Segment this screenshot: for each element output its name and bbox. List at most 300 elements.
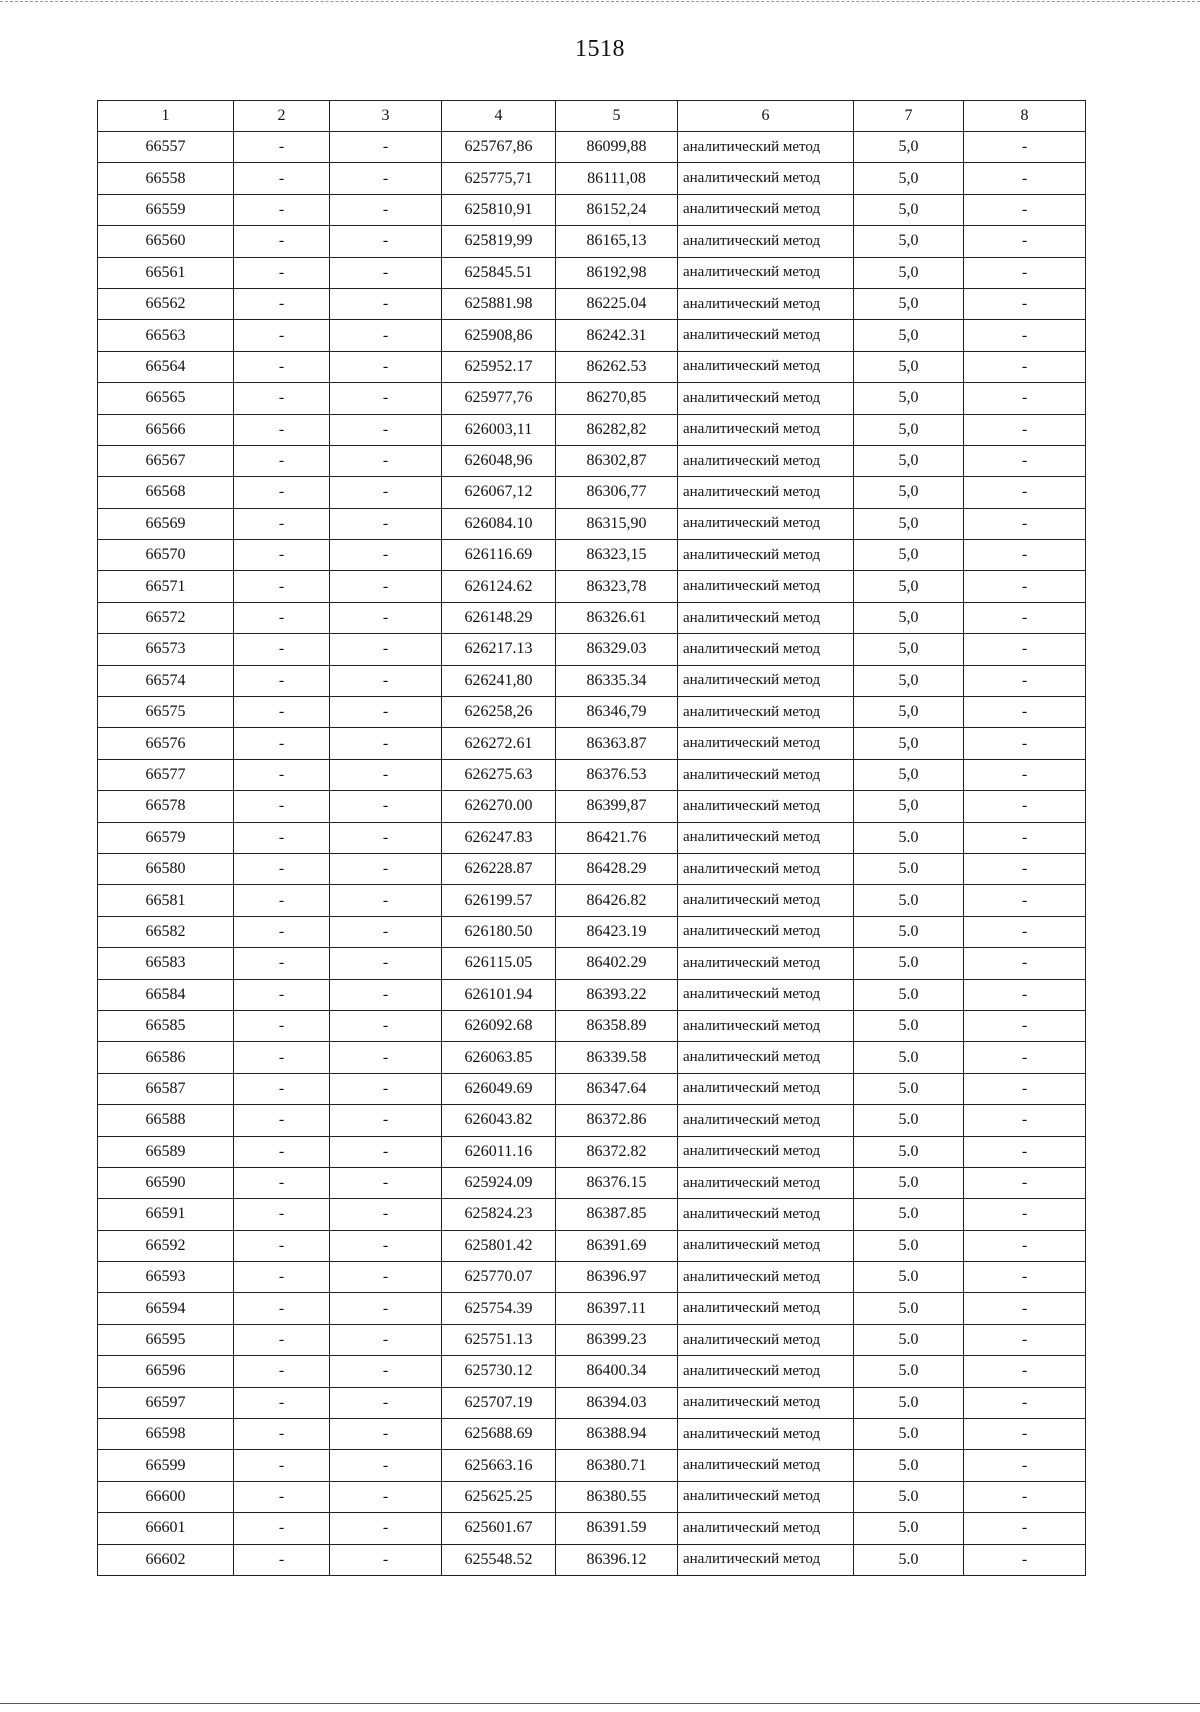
table-cell-col-2-value: - bbox=[234, 1450, 330, 1481]
table-row bbox=[98, 634, 1086, 665]
table-cell-coord-y: 86270,85 bbox=[556, 383, 678, 414]
table-cell-accuracy: 5.0 bbox=[854, 1230, 964, 1261]
table-cell-col-3-value: - bbox=[330, 1262, 442, 1293]
table-cell-method: аналитический метод bbox=[678, 665, 854, 696]
table-cell-accuracy: 5,0 bbox=[854, 226, 964, 257]
table-cell-point-number: 66563 bbox=[98, 320, 234, 351]
table-cell-coord-y: 86329.03 bbox=[556, 634, 678, 665]
table-cell-col-2-value: - bbox=[234, 1136, 330, 1167]
table-cell-col-2-value: - bbox=[234, 1481, 330, 1512]
table-cell-col-3-value: - bbox=[330, 1356, 442, 1387]
table-cell-coord-x: 626115.05 bbox=[442, 948, 556, 979]
table-cell-col-3-value: - bbox=[330, 1042, 442, 1073]
table-cell-coord-y: 86428.29 bbox=[556, 853, 678, 884]
table-row bbox=[98, 697, 1086, 728]
table-cell-col-3-value: - bbox=[330, 508, 442, 539]
table-cell-accuracy: 5,0 bbox=[854, 163, 964, 194]
table-cell-col-8-value: - bbox=[964, 571, 1086, 602]
table-cell-col-8-value: - bbox=[964, 1324, 1086, 1355]
table-cell-coord-y: 86421.76 bbox=[556, 822, 678, 853]
table-cell-coord-y: 86111,08 bbox=[556, 163, 678, 194]
table-cell-coord-y: 86192,98 bbox=[556, 257, 678, 288]
table-cell-accuracy: 5,0 bbox=[854, 132, 964, 163]
table-cell-col-3-value: - bbox=[330, 634, 442, 665]
table-cell-coord-x: 626067,12 bbox=[442, 477, 556, 508]
table-cell-col-3-value: - bbox=[330, 351, 442, 382]
table-cell-accuracy: 5,0 bbox=[854, 445, 964, 476]
table-cell-accuracy: 5.0 bbox=[854, 853, 964, 884]
table-cell-col-8-value: - bbox=[964, 132, 1086, 163]
table-row bbox=[98, 1481, 1086, 1512]
table-cell-point-number: 66598 bbox=[98, 1419, 234, 1450]
table-cell-col-8-value: - bbox=[964, 1293, 1086, 1324]
table-cell-accuracy: 5,0 bbox=[854, 194, 964, 225]
table-row bbox=[98, 1167, 1086, 1198]
table-cell-coord-x: 626180.50 bbox=[442, 916, 556, 947]
table-cell-coord-y: 86391.59 bbox=[556, 1513, 678, 1544]
table-cell-col-8-value: - bbox=[964, 477, 1086, 508]
table-cell-coord-x: 625754.39 bbox=[442, 1293, 556, 1324]
table-cell-col-8-value: - bbox=[964, 979, 1086, 1010]
table-cell-coord-x: 625625.25 bbox=[442, 1481, 556, 1512]
table-cell-accuracy: 5.0 bbox=[854, 1042, 964, 1073]
column-header: 5 bbox=[556, 101, 678, 132]
table-cell-col-8-value: - bbox=[964, 602, 1086, 633]
table-row bbox=[98, 1293, 1086, 1324]
table-cell-col-2-value: - bbox=[234, 728, 330, 759]
table-cell-col-8-value: - bbox=[964, 540, 1086, 571]
table-cell-coord-y: 86394.03 bbox=[556, 1387, 678, 1418]
table-cell-accuracy: 5,0 bbox=[854, 383, 964, 414]
table-cell-coord-x: 626258,26 bbox=[442, 697, 556, 728]
table-cell-method: аналитический метод bbox=[678, 885, 854, 916]
table-cell-coord-x: 626011.16 bbox=[442, 1136, 556, 1167]
table-cell-accuracy: 5,0 bbox=[854, 288, 964, 319]
table-cell-coord-y: 86339.58 bbox=[556, 1042, 678, 1073]
table-cell-coord-y: 86399.23 bbox=[556, 1324, 678, 1355]
table-cell-col-2-value: - bbox=[234, 916, 330, 947]
column-header: 6 bbox=[678, 101, 854, 132]
table-cell-coord-y: 86376.53 bbox=[556, 759, 678, 790]
table-cell-coord-y: 86099,88 bbox=[556, 132, 678, 163]
table-row bbox=[98, 445, 1086, 476]
table-cell-method: аналитический метод bbox=[678, 508, 854, 539]
table-row bbox=[98, 163, 1086, 194]
table-cell-point-number: 66570 bbox=[98, 540, 234, 571]
table-cell-col-8-value: - bbox=[964, 1167, 1086, 1198]
table-row bbox=[98, 822, 1086, 853]
table-cell-coord-y: 86346,79 bbox=[556, 697, 678, 728]
table-cell-coord-y: 86388.94 bbox=[556, 1419, 678, 1450]
table-cell-coord-y: 86363.87 bbox=[556, 728, 678, 759]
table-cell-col-8-value: - bbox=[964, 257, 1086, 288]
table-cell-point-number: 66584 bbox=[98, 979, 234, 1010]
table-cell-col-3-value: - bbox=[330, 1105, 442, 1136]
table-cell-coord-y: 86372.86 bbox=[556, 1105, 678, 1136]
table-cell-method: аналитический метод bbox=[678, 1073, 854, 1104]
top-scan-edge bbox=[0, 1, 1200, 2]
table-cell-method: аналитический метод bbox=[678, 1105, 854, 1136]
table-cell-col-2-value: - bbox=[234, 1010, 330, 1041]
table-cell-method: аналитический метод bbox=[678, 288, 854, 319]
table-cell-method: аналитический метод bbox=[678, 445, 854, 476]
table-header-row bbox=[98, 101, 1086, 132]
table-cell-col-8-value: - bbox=[964, 445, 1086, 476]
table-cell-col-2-value: - bbox=[234, 1199, 330, 1230]
table-cell-col-3-value: - bbox=[330, 697, 442, 728]
table-cell-col-2-value: - bbox=[234, 1073, 330, 1104]
table-cell-col-2-value: - bbox=[234, 320, 330, 351]
table-cell-col-3-value: - bbox=[330, 1199, 442, 1230]
table-cell-coord-x: 625924.09 bbox=[442, 1167, 556, 1198]
table-cell-accuracy: 5.0 bbox=[854, 1010, 964, 1041]
table-cell-col-2-value: - bbox=[234, 1544, 330, 1575]
table-cell-method: аналитический метод bbox=[678, 163, 854, 194]
table-cell-accuracy: 5.0 bbox=[854, 1262, 964, 1293]
table-cell-col-8-value: - bbox=[964, 634, 1086, 665]
table-cell-col-8-value: - bbox=[964, 916, 1086, 947]
table-row bbox=[98, 728, 1086, 759]
table-row bbox=[98, 665, 1086, 696]
table-cell-col-8-value: - bbox=[964, 1230, 1086, 1261]
table-cell-coord-x: 626247.83 bbox=[442, 822, 556, 853]
table-cell-col-8-value: - bbox=[964, 226, 1086, 257]
table-cell-point-number: 66582 bbox=[98, 916, 234, 947]
table-cell-point-number: 66577 bbox=[98, 759, 234, 790]
table-cell-coord-y: 86426.82 bbox=[556, 885, 678, 916]
table-cell-point-number: 66560 bbox=[98, 226, 234, 257]
table-cell-col-2-value: - bbox=[234, 885, 330, 916]
table-cell-accuracy: 5.0 bbox=[854, 1450, 964, 1481]
table-cell-accuracy: 5.0 bbox=[854, 1419, 964, 1450]
table-row bbox=[98, 853, 1086, 884]
table-cell-point-number: 66597 bbox=[98, 1387, 234, 1418]
table-cell-coord-x: 626048,96 bbox=[442, 445, 556, 476]
table-cell-col-2-value: - bbox=[234, 759, 330, 790]
table-cell-method: аналитический метод bbox=[678, 979, 854, 1010]
table-row bbox=[98, 383, 1086, 414]
table-cell-col-2-value: - bbox=[234, 540, 330, 571]
table-cell-method: аналитический метод bbox=[678, 383, 854, 414]
table-cell-point-number: 66578 bbox=[98, 791, 234, 822]
table-cell-col-8-value: - bbox=[964, 822, 1086, 853]
table-cell-col-3-value: - bbox=[330, 132, 442, 163]
column-header: 3 bbox=[330, 101, 442, 132]
table-cell-method: аналитический метод bbox=[678, 728, 854, 759]
table-cell-method: аналитический метод bbox=[678, 571, 854, 602]
table-cell-col-8-value: - bbox=[964, 383, 1086, 414]
table-cell-point-number: 66572 bbox=[98, 602, 234, 633]
column-header: 2 bbox=[234, 101, 330, 132]
table-cell-accuracy: 5,0 bbox=[854, 759, 964, 790]
table-cell-col-3-value: - bbox=[330, 414, 442, 445]
table-cell-col-2-value: - bbox=[234, 979, 330, 1010]
table-row bbox=[98, 226, 1086, 257]
table-cell-col-8-value: - bbox=[964, 1419, 1086, 1450]
table-cell-col-3-value: - bbox=[330, 948, 442, 979]
table-cell-method: аналитический метод bbox=[678, 194, 854, 225]
table-cell-accuracy: 5.0 bbox=[854, 1324, 964, 1355]
table-cell-method: аналитический метод bbox=[678, 477, 854, 508]
table-cell-coord-y: 86396.97 bbox=[556, 1262, 678, 1293]
table-row bbox=[98, 1230, 1086, 1261]
table-cell-col-8-value: - bbox=[964, 1199, 1086, 1230]
table-cell-coord-y: 86302,87 bbox=[556, 445, 678, 476]
table-cell-col-3-value: - bbox=[330, 853, 442, 884]
table-cell-accuracy: 5,0 bbox=[854, 665, 964, 696]
table-cell-method: аналитический метод bbox=[678, 602, 854, 633]
table-cell-accuracy: 5,0 bbox=[854, 477, 964, 508]
table-cell-point-number: 66559 bbox=[98, 194, 234, 225]
table-cell-col-2-value: - bbox=[234, 602, 330, 633]
table-cell-col-2-value: - bbox=[234, 383, 330, 414]
table-cell-col-3-value: - bbox=[330, 1544, 442, 1575]
table-cell-col-3-value: - bbox=[330, 602, 442, 633]
table-row bbox=[98, 916, 1086, 947]
table-cell-col-3-value: - bbox=[330, 1010, 442, 1041]
table-cell-col-3-value: - bbox=[330, 1387, 442, 1418]
table-cell-coord-x: 625824.23 bbox=[442, 1199, 556, 1230]
table-cell-col-3-value: - bbox=[330, 571, 442, 602]
table-cell-point-number: 66580 bbox=[98, 853, 234, 884]
table-cell-coord-y: 86387.85 bbox=[556, 1199, 678, 1230]
table-cell-coord-x: 626092.68 bbox=[442, 1010, 556, 1041]
table-cell-accuracy: 5,0 bbox=[854, 571, 964, 602]
table-cell-coord-x: 625810,91 bbox=[442, 194, 556, 225]
table-cell-coord-y: 86335.34 bbox=[556, 665, 678, 696]
table-row bbox=[98, 477, 1086, 508]
table-row bbox=[98, 1262, 1086, 1293]
table-cell-point-number: 66567 bbox=[98, 445, 234, 476]
table-cell-col-8-value: - bbox=[964, 1136, 1086, 1167]
table-cell-col-8-value: - bbox=[964, 728, 1086, 759]
table-cell-coord-y: 86399,87 bbox=[556, 791, 678, 822]
table-cell-coord-x: 625767,86 bbox=[442, 132, 556, 163]
table-cell-col-3-value: - bbox=[330, 1136, 442, 1167]
table-cell-col-8-value: - bbox=[964, 1042, 1086, 1073]
table-cell-col-2-value: - bbox=[234, 1356, 330, 1387]
table-cell-point-number: 66602 bbox=[98, 1544, 234, 1575]
table-cell-col-8-value: - bbox=[964, 1356, 1086, 1387]
table-cell-method: аналитический метод bbox=[678, 540, 854, 571]
table-cell-accuracy: 5.0 bbox=[854, 1481, 964, 1512]
table-cell-col-8-value: - bbox=[964, 508, 1086, 539]
table-row bbox=[98, 351, 1086, 382]
table-cell-method: аналитический метод bbox=[678, 414, 854, 445]
table-cell-col-2-value: - bbox=[234, 477, 330, 508]
table-cell-coord-y: 86323,15 bbox=[556, 540, 678, 571]
table-cell-method: аналитический метод bbox=[678, 1042, 854, 1073]
table-row bbox=[98, 1387, 1086, 1418]
table-cell-col-8-value: - bbox=[964, 665, 1086, 696]
table-cell-col-3-value: - bbox=[330, 791, 442, 822]
column-header: 1 bbox=[98, 101, 234, 132]
table-cell-method: аналитический метод bbox=[678, 132, 854, 163]
table-row bbox=[98, 320, 1086, 351]
table-cell-col-8-value: - bbox=[964, 1073, 1086, 1104]
table-cell-col-8-value: - bbox=[964, 1387, 1086, 1418]
table-cell-accuracy: 5.0 bbox=[854, 885, 964, 916]
table-cell-accuracy: 5.0 bbox=[854, 1136, 964, 1167]
table-cell-coord-x: 625801.42 bbox=[442, 1230, 556, 1261]
table-cell-coord-x: 625730.12 bbox=[442, 1356, 556, 1387]
table-cell-col-2-value: - bbox=[234, 1042, 330, 1073]
table-cell-point-number: 66588 bbox=[98, 1105, 234, 1136]
table-cell-method: аналитический метод bbox=[678, 1419, 854, 1450]
table-cell-coord-y: 86358.89 bbox=[556, 1010, 678, 1041]
table-cell-accuracy: 5,0 bbox=[854, 634, 964, 665]
table-cell-point-number: 66600 bbox=[98, 1481, 234, 1512]
table-cell-coord-x: 626199.57 bbox=[442, 885, 556, 916]
table-cell-col-3-value: - bbox=[330, 1513, 442, 1544]
table-cell-col-2-value: - bbox=[234, 351, 330, 382]
table-cell-point-number: 66595 bbox=[98, 1324, 234, 1355]
table-cell-col-3-value: - bbox=[330, 916, 442, 947]
table-cell-col-3-value: - bbox=[330, 477, 442, 508]
table-cell-col-2-value: - bbox=[234, 1230, 330, 1261]
table-cell-accuracy: 5.0 bbox=[854, 1356, 964, 1387]
table-cell-point-number: 66574 bbox=[98, 665, 234, 696]
table-cell-coord-y: 86347.64 bbox=[556, 1073, 678, 1104]
table-cell-col-3-value: - bbox=[330, 1481, 442, 1512]
table-cell-col-8-value: - bbox=[964, 288, 1086, 319]
table-cell-coord-x: 625688.69 bbox=[442, 1419, 556, 1450]
table-cell-point-number: 66566 bbox=[98, 414, 234, 445]
table-row bbox=[98, 1450, 1086, 1481]
table-cell-point-number: 66592 bbox=[98, 1230, 234, 1261]
table-cell-coord-x: 625751.13 bbox=[442, 1324, 556, 1355]
table-cell-coord-y: 86376.15 bbox=[556, 1167, 678, 1198]
table-cell-col-2-value: - bbox=[234, 634, 330, 665]
table-cell-col-8-value: - bbox=[964, 697, 1086, 728]
table-cell-coord-x: 625819,99 bbox=[442, 226, 556, 257]
table-cell-point-number: 66562 bbox=[98, 288, 234, 319]
table-cell-col-2-value: - bbox=[234, 853, 330, 884]
table-cell-method: аналитический метод bbox=[678, 1544, 854, 1575]
table-cell-coord-y: 86396.12 bbox=[556, 1544, 678, 1575]
table-cell-col-3-value: - bbox=[330, 194, 442, 225]
table-cell-method: аналитический метод bbox=[678, 1262, 854, 1293]
table-cell-point-number: 66564 bbox=[98, 351, 234, 382]
table-row bbox=[98, 1356, 1086, 1387]
table-cell-col-3-value: - bbox=[330, 540, 442, 571]
table-row bbox=[98, 288, 1086, 319]
table-cell-method: аналитический метод bbox=[678, 1293, 854, 1324]
table-cell-coord-y: 86372.82 bbox=[556, 1136, 678, 1167]
table-cell-coord-y: 86402.29 bbox=[556, 948, 678, 979]
coordinates-table bbox=[97, 100, 1086, 1576]
table-cell-coord-x: 626272.61 bbox=[442, 728, 556, 759]
table-cell-col-8-value: - bbox=[964, 1513, 1086, 1544]
table-cell-coord-y: 86400.34 bbox=[556, 1356, 678, 1387]
table-cell-col-8-value: - bbox=[964, 885, 1086, 916]
table-cell-col-3-value: - bbox=[330, 1293, 442, 1324]
table-row bbox=[98, 1199, 1086, 1230]
table-cell-method: аналитический метод bbox=[678, 1136, 854, 1167]
table-row bbox=[98, 508, 1086, 539]
table-cell-col-3-value: - bbox=[330, 1167, 442, 1198]
table-cell-method: аналитический метод bbox=[678, 1230, 854, 1261]
column-header: 4 bbox=[442, 101, 556, 132]
table-cell-col-8-value: - bbox=[964, 1544, 1086, 1575]
table-cell-coord-y: 86391.69 bbox=[556, 1230, 678, 1261]
table-cell-point-number: 66593 bbox=[98, 1262, 234, 1293]
table-cell-col-2-value: - bbox=[234, 1387, 330, 1418]
table-cell-method: аналитический метод bbox=[678, 1010, 854, 1041]
table-row bbox=[98, 1419, 1086, 1450]
table-cell-point-number: 66573 bbox=[98, 634, 234, 665]
table-row bbox=[98, 194, 1086, 225]
table-cell-point-number: 66585 bbox=[98, 1010, 234, 1041]
table-row bbox=[98, 1073, 1086, 1104]
table-cell-coord-x: 626043.82 bbox=[442, 1105, 556, 1136]
table-cell-coord-x: 626148.29 bbox=[442, 602, 556, 633]
table-cell-col-3-value: - bbox=[330, 383, 442, 414]
table-cell-coord-y: 86326.61 bbox=[556, 602, 678, 633]
table-cell-coord-x: 626049.69 bbox=[442, 1073, 556, 1104]
table-cell-col-3-value: - bbox=[330, 1073, 442, 1104]
table-cell-coord-y: 86397.11 bbox=[556, 1293, 678, 1324]
table-cell-accuracy: 5.0 bbox=[854, 948, 964, 979]
table-cell-point-number: 66565 bbox=[98, 383, 234, 414]
table-cell-point-number: 66596 bbox=[98, 1356, 234, 1387]
table-cell-point-number: 66591 bbox=[98, 1199, 234, 1230]
bottom-scan-edge bbox=[0, 1703, 1200, 1704]
table-cell-col-3-value: - bbox=[330, 445, 442, 476]
table-cell-col-2-value: - bbox=[234, 791, 330, 822]
table-cell-col-2-value: - bbox=[234, 1513, 330, 1544]
table-cell-col-3-value: - bbox=[330, 257, 442, 288]
table-cell-col-3-value: - bbox=[330, 163, 442, 194]
table-row bbox=[98, 1042, 1086, 1073]
table-cell-col-2-value: - bbox=[234, 665, 330, 696]
table-cell-col-2-value: - bbox=[234, 1105, 330, 1136]
table-cell-coord-y: 86262.53 bbox=[556, 351, 678, 382]
table-cell-point-number: 66601 bbox=[98, 1513, 234, 1544]
table-cell-coord-x: 626270.00 bbox=[442, 791, 556, 822]
table-cell-method: аналитический метод bbox=[678, 916, 854, 947]
column-header: 7 bbox=[854, 101, 964, 132]
table-cell-col-2-value: - bbox=[234, 226, 330, 257]
table-row bbox=[98, 540, 1086, 571]
table-cell-col-8-value: - bbox=[964, 1262, 1086, 1293]
table-cell-coord-x: 625548.52 bbox=[442, 1544, 556, 1575]
table-cell-point-number: 66576 bbox=[98, 728, 234, 759]
table-cell-accuracy: 5.0 bbox=[854, 1387, 964, 1418]
table-cell-coord-y: 86152,24 bbox=[556, 194, 678, 225]
table-cell-accuracy: 5,0 bbox=[854, 791, 964, 822]
table-cell-col-2-value: - bbox=[234, 1262, 330, 1293]
table-cell-accuracy: 5,0 bbox=[854, 728, 964, 759]
table-cell-coord-x: 626003,11 bbox=[442, 414, 556, 445]
table-cell-method: аналитический метод bbox=[678, 1387, 854, 1418]
table-cell-method: аналитический метод bbox=[678, 697, 854, 728]
table-cell-coord-y: 86380.71 bbox=[556, 1450, 678, 1481]
table-cell-method: аналитический метод bbox=[678, 1167, 854, 1198]
table-cell-point-number: 66575 bbox=[98, 697, 234, 728]
table-cell-accuracy: 5.0 bbox=[854, 1073, 964, 1104]
table-cell-accuracy: 5.0 bbox=[854, 1167, 964, 1198]
table-cell-coord-x: 626124.62 bbox=[442, 571, 556, 602]
table-cell-method: аналитический метод bbox=[678, 1450, 854, 1481]
table-cell-method: аналитический метод bbox=[678, 791, 854, 822]
table-row bbox=[98, 948, 1086, 979]
table-cell-accuracy: 5,0 bbox=[854, 508, 964, 539]
table-cell-accuracy: 5.0 bbox=[854, 1105, 964, 1136]
table-cell-accuracy: 5.0 bbox=[854, 1293, 964, 1324]
table-row bbox=[98, 885, 1086, 916]
table-cell-accuracy: 5,0 bbox=[854, 414, 964, 445]
